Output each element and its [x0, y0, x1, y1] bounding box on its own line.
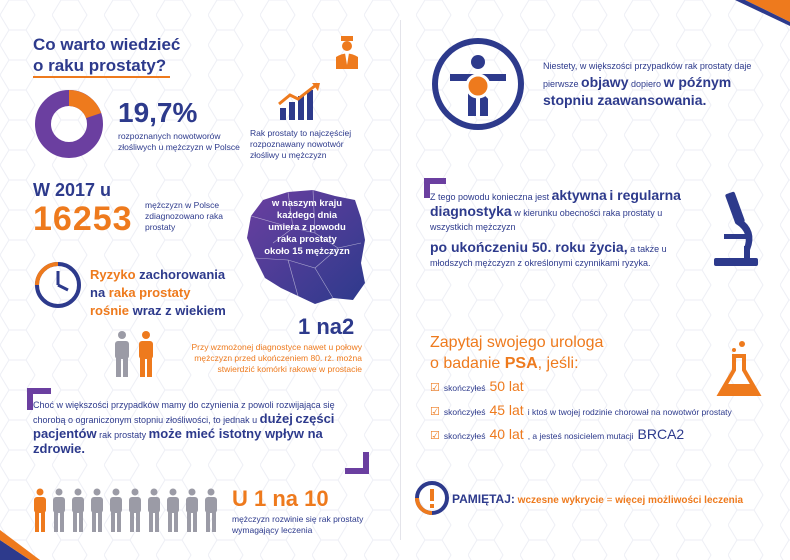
para-t3: części pacjentów [33, 411, 335, 441]
check-icon: ☑ [430, 406, 440, 418]
map-line-3: umiera z powodu [268, 222, 346, 233]
late-t1: Niestety, w większości przypadków rak prostaty daje pierwsze [543, 61, 752, 89]
remember-label: PAMIĘTAJ: [452, 492, 515, 506]
stat2-desc: Rak prostaty to najczęściej rozpoznawany nowotwór złośliwy u mężczyzn [250, 128, 352, 160]
para-t2: dużej [259, 411, 293, 426]
diag-t5: po ukończeniu 50. roku życia, [430, 239, 628, 255]
psa-item-big: 40 lat [489, 426, 524, 442]
man-icon [185, 488, 199, 534]
map-line-1: w naszym kraju [271, 198, 343, 209]
map-line-5: około 15 mężczyzn [264, 246, 350, 257]
corner-decoration-top-right [735, 0, 790, 26]
psa-item-post: , a jesteś nosicielem mutacji [527, 431, 634, 441]
diag-t3: i regularna diagnostyka [430, 187, 681, 219]
title-line-1: Co warto wiedzieć [33, 35, 181, 54]
ten-men-icons [33, 488, 218, 534]
stat-percent-desc: rozpoznanych nowotworów złośliwych u mężczyzn w Polsce [118, 131, 240, 152]
risk-text [90, 266, 226, 320]
man-icon [52, 488, 66, 534]
check-icon: ☑ [430, 382, 440, 394]
cases-desc: mężczyzn w Polsce zdiagnozowano raka prostaty [145, 200, 223, 232]
two-men-icon [110, 330, 160, 378]
map-text [252, 198, 362, 258]
cases-value: 16253 [33, 200, 133, 238]
doctor-icon [334, 35, 360, 69]
psa-item [430, 378, 775, 402]
remember-eq: = [606, 495, 613, 506]
psa-heading [430, 332, 603, 374]
late-t4: w późnym stopniu zaawansowania. [543, 74, 732, 108]
tenth-desc: mężczyzn rozwinie się rak prostaty wymagający leczenia [232, 514, 364, 535]
psa-list [430, 378, 775, 450]
title-line-2: o raku prostaty? [33, 55, 170, 78]
man-icon [128, 488, 142, 534]
psa-item-pre: skończyłeś [443, 431, 486, 441]
psa-item-pre: skończyłeś [443, 407, 486, 417]
stat-percent-value: 19,7% [118, 97, 198, 128]
disease-paragraph [33, 398, 353, 457]
psa-item-big2: BRCA2 [637, 426, 685, 442]
main-title [33, 34, 180, 78]
psa-t4: , jeśli: [537, 355, 579, 372]
man-icon [109, 488, 123, 534]
diag-t6: a także u młodszych mężczyzn z określonymi czynnikami ryzyka. [430, 244, 667, 268]
psa-item [430, 426, 775, 450]
risk-w2: zachorowania [139, 267, 226, 282]
psa-item [430, 402, 775, 426]
year-label: W 2017 u [33, 180, 112, 200]
map-line-4: raka prostaty [277, 234, 337, 245]
psa-item-big: 50 lat [489, 378, 524, 394]
map-line-2: każdego dnia [276, 210, 338, 221]
diag-t4: w kierunku obecności raka prostaty u wszystkich mężczyzn [430, 208, 663, 232]
risk-w1: Ryzyko [90, 267, 136, 282]
late-t3: dopiero [631, 79, 662, 89]
psa-item-pre: skończyłeś [443, 383, 486, 393]
magnifier-person-icon [430, 36, 526, 132]
man-icon [147, 488, 161, 534]
microscope-icon [710, 188, 762, 268]
risk-w4: raka prostaty [108, 285, 191, 300]
check-icon: ☑ [430, 430, 440, 442]
man-icon [204, 488, 218, 534]
para-t1: Choć w większości przypadków mamy do czynienia z powoli rozwijająca się chorobą o ograniczonym stopniu złośliwości, to jednak u [33, 400, 335, 425]
half-value-a: 1 na [298, 314, 343, 339]
para-t4: rak prostaty [99, 430, 147, 440]
risk-w5: rośnie [90, 303, 130, 318]
psa-item-big: 45 lat [489, 402, 524, 418]
diagnostics-text [430, 188, 695, 270]
exclamation-icon [414, 480, 450, 516]
remember-t2: więcej możliwości leczenia [615, 495, 744, 506]
half-desc: Przy wzmożonej diagnostyce nawet u połowy mężczyzn przed ukończeniem 80. rż. można stwierdzić komórki rakowe w prostacie [191, 342, 362, 374]
donut-chart [33, 88, 105, 160]
psa-item-post: i ktoś w twojej rodzinie chorował na nowotwór prostaty [527, 407, 732, 417]
half-value-b: 2 [342, 314, 355, 339]
diag-t1: Z tego powodu konieczna jest [430, 192, 550, 202]
risk-w3: na [90, 285, 106, 300]
tenth-value: U 1 na 10 [232, 486, 329, 511]
remember-line [452, 492, 743, 506]
column-divider [400, 20, 401, 540]
half-value [298, 314, 354, 340]
man-icon [90, 488, 104, 534]
clock-icon [33, 260, 83, 310]
man-icon [33, 488, 47, 534]
risk-w6: wraz z wiekiem [132, 303, 226, 318]
psa-t2: o badanie [430, 355, 501, 372]
man-icon [71, 488, 85, 534]
para-t5: może mieć istotny wpływ na zdrowie. [33, 426, 323, 456]
psa-t1: Zapytaj swojego urologa [430, 334, 604, 351]
corner-decoration-bottom-left [0, 530, 40, 560]
diag-t2: aktywna [551, 187, 607, 203]
late-symptoms-text [543, 58, 753, 110]
remember-t1: wczesne wykrycie [517, 495, 604, 506]
late-t2: objawy [581, 74, 629, 90]
psa-t3: PSA [504, 355, 538, 372]
growth-chart-icon [276, 82, 322, 122]
man-icon [166, 488, 180, 534]
